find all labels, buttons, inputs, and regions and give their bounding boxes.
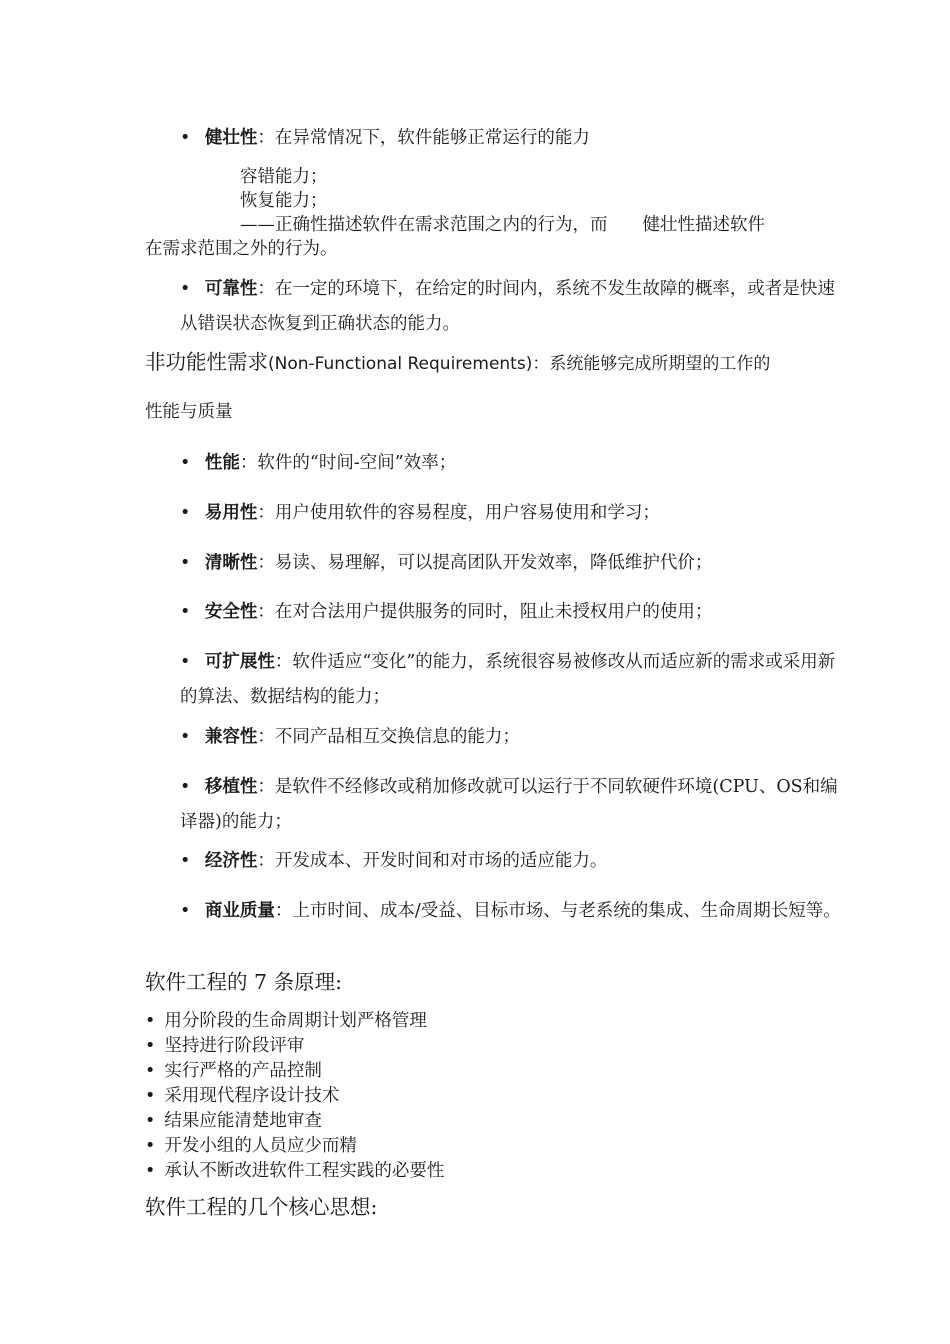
- quality-term: 经济性: [204, 851, 258, 871]
- core-ideas-heading: 软件工程的几个核心思想:: [145, 1195, 378, 1219]
- quality-item-performance: [145, 446, 845, 481]
- quality-term: 安全性: [204, 602, 258, 622]
- quality-desc: ：软件适应“变化”的能力，系统很容易被修改从而适应新的需求或采用新的算法、数据结构的能力；: [180, 652, 836, 707]
- nfr-heading-line2: 性能与质量: [145, 402, 233, 422]
- quality-term: 性能: [204, 453, 240, 473]
- nfr-heading: [145, 345, 810, 382]
- quality-item-extensibility: [145, 645, 845, 715]
- quality-item-business: [145, 894, 845, 929]
- quality-desc: ：在对合法用户提供服务的同时，阻止未授权用户的使用；: [257, 602, 713, 622]
- list-item: • 坚持进行阶段评审: [145, 1034, 444, 1059]
- quality-desc: ：开发成本、开发时间和对市场的适应能力。: [257, 851, 608, 871]
- quality-item-compatibility: [145, 720, 845, 755]
- quality-item-portability: [145, 770, 845, 840]
- quality-term: 商业质量: [204, 901, 275, 921]
- quality-term: 移植性: [204, 777, 258, 797]
- nfr-rest: (Non-Functional Requirements)：系统能够完成所期望的工作的: [268, 354, 771, 374]
- quality-desc: ：上市时间、成本/受益、目标市场、与老系统的集成、生命周期长短等。: [274, 901, 841, 921]
- quality-term: 易用性: [204, 503, 258, 523]
- robustness-sub-fault-tolerance: 容错能力；: [240, 167, 328, 187]
- list-item: • 实行严格的产品控制: [145, 1059, 444, 1084]
- robustness-note-line2: 在需求范围之外的行为。: [145, 239, 338, 259]
- list-item: • 用分阶段的生命周期计划严格管理: [145, 1009, 444, 1034]
- robustness-item: [145, 121, 845, 156]
- quality-desc: ：用户使用软件的容易程度，用户容易使用和学习；: [257, 503, 660, 523]
- nfr-lead: 非功能性需求: [145, 350, 268, 374]
- quality-term: 可扩展性: [204, 652, 275, 672]
- list-item: • 采用现代程序设计技术: [145, 1084, 444, 1109]
- quality-term: 清晰性: [204, 553, 258, 573]
- quality-desc: ：软件的“时间-空间”效率；: [239, 453, 457, 473]
- quality-item-clarity: [145, 546, 845, 581]
- list-item: • 承认不断改进软件工程实践的必要性: [145, 1159, 444, 1184]
- quality-item-usability: [145, 496, 845, 531]
- quality-term: 兼容性: [204, 727, 258, 747]
- quality-desc: ：易读、易理解，可以提高团队开发效率，降低维护代价；: [257, 553, 713, 573]
- quality-desc: ：不同产品相互交换信息的能力；: [257, 727, 520, 747]
- list-item: • 结果应能清楚地审查: [145, 1109, 444, 1134]
- robustness-sub-recovery: 恢复能力；: [240, 191, 328, 211]
- quality-item-economy: [145, 844, 845, 879]
- robustness-desc: ：在异常情况下，软件能够正常运行的能力: [257, 128, 590, 148]
- quality-item-security: [145, 595, 845, 630]
- reliability-item: [145, 272, 845, 342]
- reliability-term: 可靠性: [204, 279, 258, 299]
- robustness-note-line1: ——正确性描述软件在需求范围之内的行为，而 健壮性描述软件: [240, 215, 765, 235]
- principles-list: [145, 1009, 444, 1184]
- robustness-term: 健壮性: [204, 128, 258, 148]
- principles-heading: 软件工程的 7 条原理:: [145, 970, 342, 994]
- list-item: • 开发小组的人员应少而精: [145, 1134, 444, 1159]
- reliability-desc: ：在一定的环境下，在给定的时间内，系统不发生故障的概率，或者是快速从错误状态恢复到正确状态的能力。: [180, 279, 835, 334]
- quality-desc: ：是软件不经修改或稍加修改就可以运行于不同软硬件环境(CPU、OS和编译器)的能力；: [180, 777, 838, 832]
